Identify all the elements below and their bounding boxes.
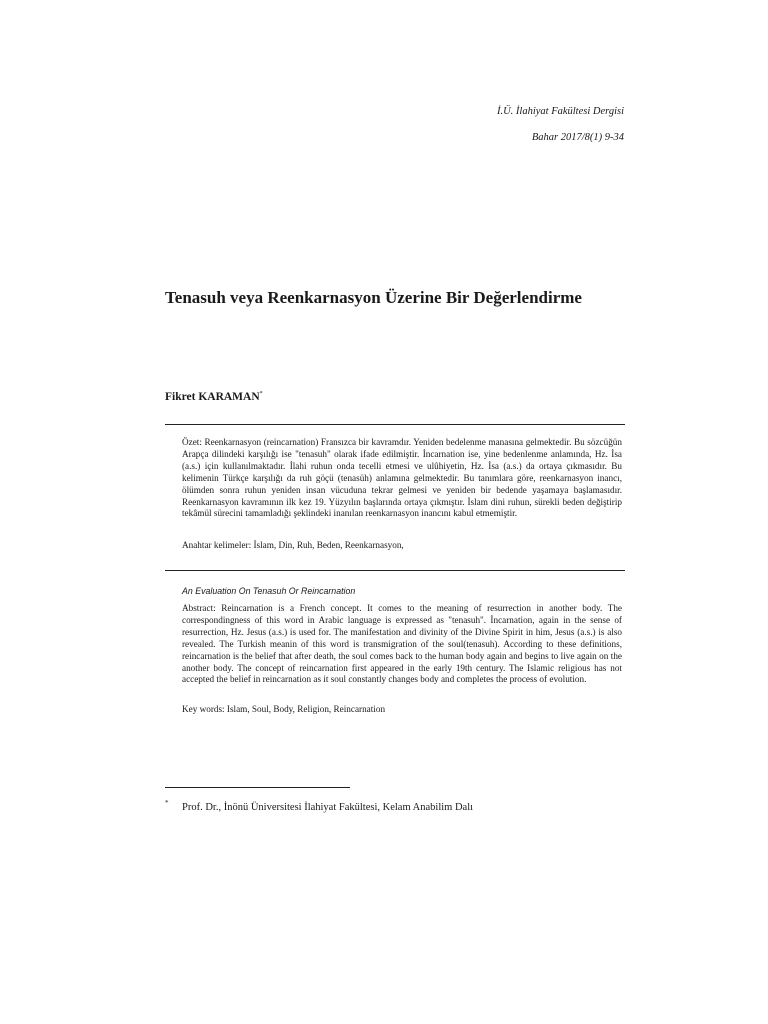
english-title: An Evaluation On Tenasuh Or Reincarnation xyxy=(182,586,356,596)
turkish-keywords-label: Anahtar kelimeler: xyxy=(182,540,252,550)
article-title: Tenasuh veya Reenkarnasyon Üzerine Bir Değerlendirme xyxy=(165,288,582,307)
abstract-label: Abstract: xyxy=(182,603,216,613)
english-keywords-label: Key words: xyxy=(182,704,225,714)
turkish-keywords xyxy=(182,539,622,551)
turkish-keywords-text: İslam, Din, Ruh, Beden, Reenkarnasyon, xyxy=(253,540,404,550)
top-divider xyxy=(165,424,625,425)
abstract-text: Reincarnation is a French concept. It comes to the meaning of resurrection in another body. The correspondingness of this word in Arabic language is expressed as "tenasuh". İncarnation, again in the sense of resurrection, Hz. Jesus (a.s.) is used for. The manifestation and divinity of the Divine Spirit in him, Jesus (a.s.) is also revealed. The Turkish meanin of this word is transmigration of the soul(tenasuh). According to these definitions, reincarnation is the belief that after death, the soul comes back to the human body again and begins to live again on the another body. The concept of reincarnation first appeared in the early 19th century. The Islamic religious has not accepted the belief in reincarnation as it soul constantly changes body and completes the process of evolution. xyxy=(182,603,622,685)
footnote-mark: * xyxy=(165,799,169,807)
author-name-text: Fikret KARAMAN xyxy=(165,390,260,403)
turkish-abstract xyxy=(182,437,622,520)
ozet-text: Reenkarnasyon (reincarnation) Fransızca bir kavramdır. Yeniden bedelenme manasına gelmektedir. Bu sözcüğün Arapça dilindeki karşılığı ise "tenasuh" olarak ifade edilmiştir. İncarnation ise, yine bedenlenme anlamında, Hz. İsa (a.s.) için kullanılmaktadır. İlahi ruhun onda tecelli etmesi ve ulûhiyetin, Hz. İsa (a.s.) da ortaya çıkmasıdır. Bu kelimenin Türkçe karşılığı da ruh göçü (tenasüh) anlamına gelmektedir. Bu tanımlara göre, reenkarnasyon inancı, ölümden sonra ruhun yeniden insan vücuduna tekrar gelmesi ve yeniden bir bedende yaşamaya başlamasıdır. Reenkarnasyon kavramının ilk kez 19. Yüzyılın başlarında ortaya çıkmıştır. İslam dini ruhun, sürekli beden değiştirip tekâmül sürecini tamamladığı şeklindeki inanılan reenkarnasyon inancını kabul etmemiştir. xyxy=(182,437,622,519)
english-keywords-text: Islam, Soul, Body, Religion, Reincarnation xyxy=(226,704,386,714)
journal-name: İ.Ü. İlahiyat Fakültesi Dergisi xyxy=(496,106,624,117)
ozet-label: Özet: xyxy=(182,437,202,447)
middle-divider xyxy=(165,570,625,571)
footnote-text: Prof. Dr., İnönü Üniversitesi İlahiyat Fakültesi, Kelam Anabilim Dalı xyxy=(182,802,474,813)
english-abstract xyxy=(182,603,622,686)
author-name xyxy=(165,386,263,405)
english-keywords xyxy=(182,703,622,715)
footnote-divider xyxy=(165,787,350,788)
author-footnote-mark: * xyxy=(259,391,263,397)
journal-issue: Bahar 2017/8(1) 9-34 xyxy=(531,132,624,143)
